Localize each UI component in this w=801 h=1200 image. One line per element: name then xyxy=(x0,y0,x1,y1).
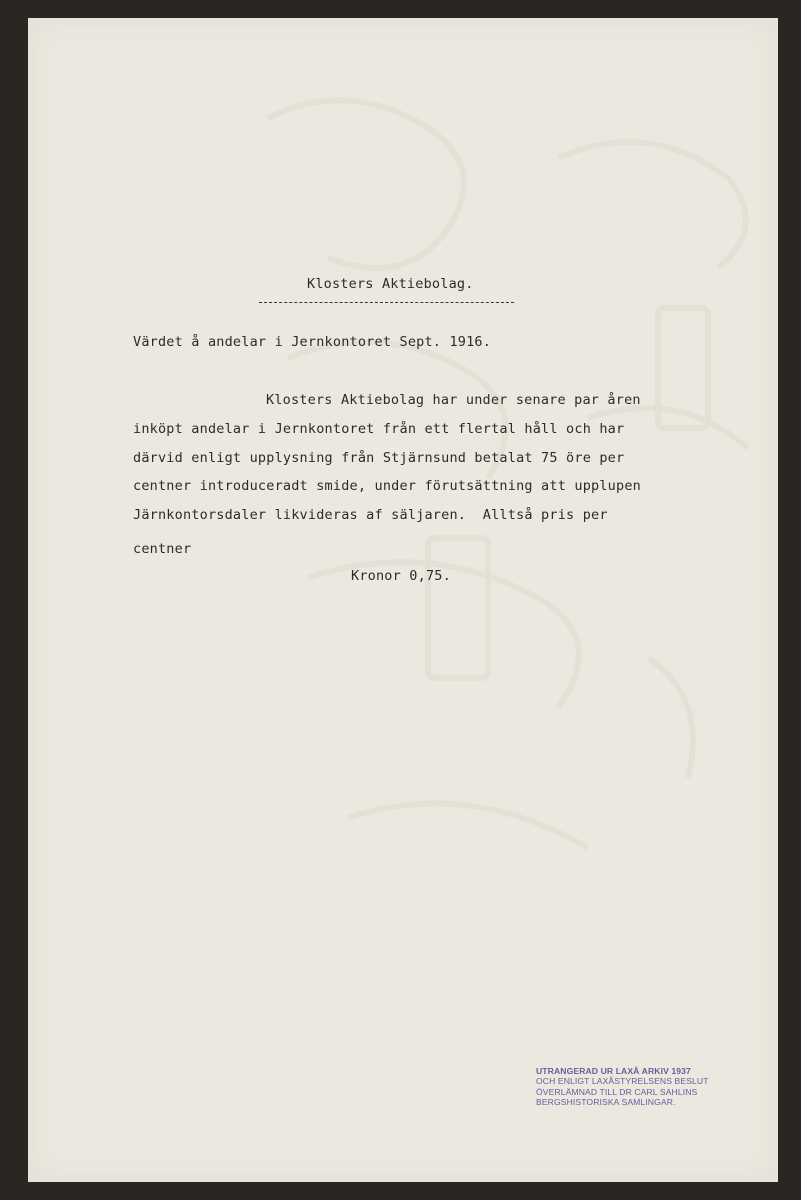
body-line: Klosters Aktiebolag har under senare par åren xyxy=(266,392,641,408)
heading-underline xyxy=(259,302,514,303)
stamp-line: BERGSHISTORISKA SAMLINGAR. xyxy=(536,1097,676,1108)
document-subject: Värdet å andelar i Jernkontoret Sept. 1916. xyxy=(133,334,492,350)
archive-stamp xyxy=(536,1066,709,1108)
document-page xyxy=(28,18,778,1182)
body-line: därvid enligt upplysning från Stjärnsund betalat 75 öre per xyxy=(133,450,625,466)
price-line: Kronor 0,75. xyxy=(351,568,451,584)
stamp-line: ÖVERLÄMNAD TILL DR CARL SAHLINS xyxy=(536,1086,698,1097)
body-line: centner introduceradt smide, under förutsättning att upplupen xyxy=(133,478,641,494)
stamp-line: OCH ENLIGT LAXÅSTYRELSENS BESLUT xyxy=(536,1076,709,1087)
document-heading: Klosters Aktiebolag. xyxy=(307,276,474,292)
body-line: inköpt andelar i Jernkontoret från ett flertal håll och har xyxy=(133,421,625,437)
stamp-line: UTRANGERAD UR LAXÅ ARKIV 1937 xyxy=(536,1066,691,1076)
body-line: Järnkontorsdaler likvideras af säljaren. Alltså pris per xyxy=(133,507,608,523)
body-line: centner xyxy=(133,541,192,557)
